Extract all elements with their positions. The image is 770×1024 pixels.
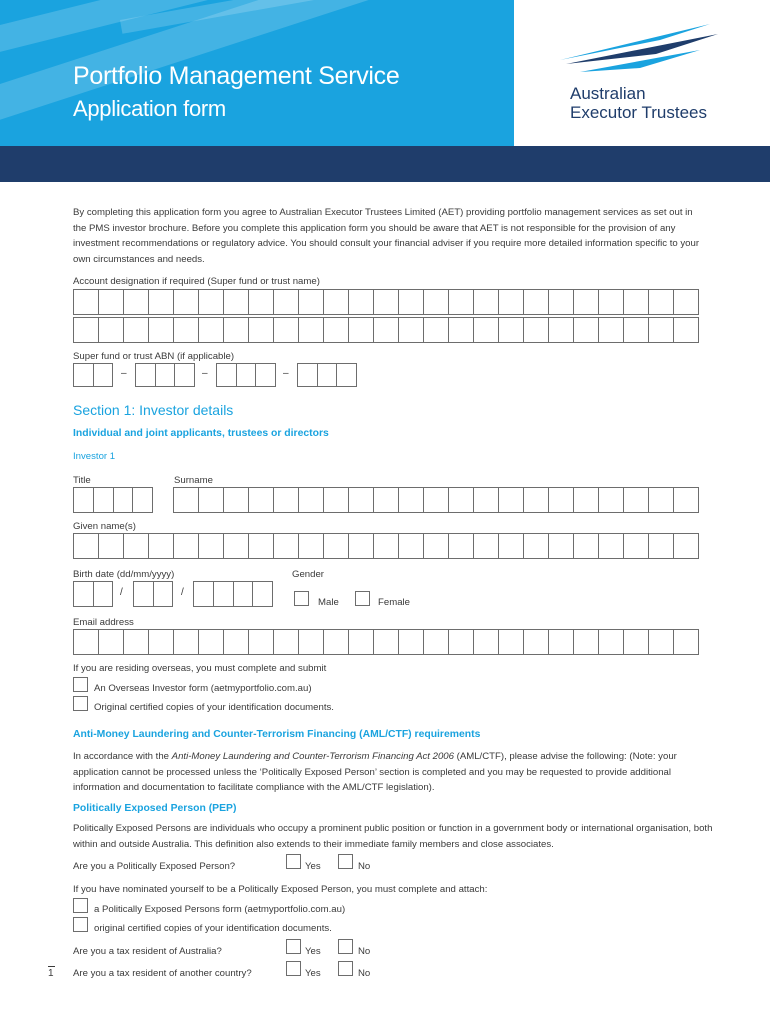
character-box[interactable] (336, 363, 357, 387)
abn-separator: – (202, 368, 208, 379)
character-box[interactable] (223, 487, 248, 513)
character-box[interactable] (448, 289, 473, 315)
character-box[interactable] (273, 629, 298, 655)
character-box[interactable] (248, 487, 273, 513)
character-box[interactable] (223, 533, 248, 559)
character-box[interactable] (132, 487, 153, 513)
overseas-intro: If you are residing overseas, you must complete and submit (73, 663, 327, 674)
character-box[interactable] (548, 289, 573, 315)
overseas-id-label: Original certified copies of your identification documents. (94, 702, 334, 713)
character-box[interactable] (236, 363, 256, 387)
character-box[interactable] (373, 533, 398, 559)
tax-other-yes-checkbox[interactable] (286, 961, 301, 976)
character-box[interactable] (448, 533, 473, 559)
character-box[interactable] (448, 487, 473, 513)
character-box[interactable] (523, 289, 548, 315)
given-names-label: Given name(s) (73, 521, 136, 532)
logo-text: Executor Trustees (570, 103, 708, 122)
character-box[interactable] (548, 533, 573, 559)
character-box[interactable] (573, 487, 598, 513)
character-box[interactable] (673, 289, 699, 315)
character-box[interactable] (423, 533, 448, 559)
character-box[interactable] (123, 629, 148, 655)
character-box[interactable] (148, 317, 173, 343)
character-box[interactable] (98, 533, 123, 559)
character-box[interactable] (423, 487, 448, 513)
character-box[interactable] (648, 317, 673, 343)
surname-input[interactable] (173, 487, 699, 513)
gender-label: Gender (292, 569, 324, 580)
character-box[interactable] (153, 581, 174, 607)
character-box[interactable] (93, 363, 114, 387)
character-box[interactable] (623, 289, 648, 315)
tax-au-no-checkbox[interactable] (338, 939, 353, 954)
character-box[interactable] (373, 317, 398, 343)
intro-text: By completing this application form you agree to Australian Executor Trustees Limited (AET) providing portfolio management services as set out in the PMS investor brochure. Before you complete this application form you should be aware that AET is not responsible for the provision of any investment recommendations or regulatory advice. You should consult your financial adviser if you require more detailed information specific to your own circumstances and needs. (73, 207, 700, 265)
character-box[interactable] (73, 487, 93, 513)
title-label: Title (73, 475, 91, 486)
no-label: No (358, 968, 371, 979)
character-box[interactable] (473, 629, 498, 655)
character-box[interactable] (648, 487, 673, 513)
character-box[interactable] (148, 289, 173, 315)
character-box[interactable] (523, 533, 548, 559)
character-box[interactable] (233, 581, 253, 607)
section-subheading: Individual and joint applicants, trustees or directors (73, 428, 329, 439)
character-box[interactable] (348, 533, 373, 559)
aml-heading: Anti-Money Laundering and Counter-Terrorism Financing (AML/CTF) requirements (73, 729, 481, 740)
overseas-form-checkbox[interactable] (73, 677, 88, 692)
character-box[interactable] (448, 317, 473, 343)
character-box[interactable] (193, 581, 213, 607)
character-box[interactable] (598, 289, 623, 315)
pep-paragraph: Politically Exposed Persons are individuals who occupy a prominent public position or function in a government body or international organisation, both within and outside Australia. This definition also extends to their immediate family members and close associates. (73, 823, 713, 850)
character-box[interactable] (248, 317, 273, 343)
character-box[interactable] (623, 629, 648, 655)
character-box[interactable] (148, 533, 173, 559)
logo (514, 0, 770, 146)
character-box[interactable] (173, 629, 198, 655)
character-box[interactable] (673, 629, 699, 655)
birth-year-input[interactable] (193, 581, 273, 607)
character-box[interactable] (673, 317, 699, 343)
character-box[interactable] (155, 363, 175, 387)
character-box[interactable] (73, 581, 93, 607)
character-box[interactable] (323, 629, 348, 655)
character-box[interactable] (317, 363, 337, 387)
abn-input[interactable] (297, 363, 357, 387)
character-box[interactable] (174, 363, 195, 387)
pep-heading: Politically Exposed Person (PEP) (73, 803, 237, 814)
character-box[interactable] (113, 487, 133, 513)
character-box[interactable] (248, 533, 273, 559)
character-box[interactable] (498, 317, 523, 343)
tax-other-no-checkbox[interactable] (338, 961, 353, 976)
tax-au-yes-checkbox[interactable] (286, 939, 301, 954)
character-box[interactable] (298, 533, 323, 559)
character-box[interactable] (98, 289, 123, 315)
character-box[interactable] (98, 317, 123, 343)
page-title: Portfolio Management Service (73, 62, 400, 90)
character-box[interactable] (498, 289, 523, 315)
character-box[interactable] (273, 317, 298, 343)
character-box[interactable] (573, 289, 598, 315)
character-box[interactable] (93, 581, 114, 607)
pep-no-checkbox[interactable] (338, 854, 353, 869)
page-subtitle: Application form (73, 96, 226, 121)
character-box[interactable] (598, 533, 623, 559)
character-box[interactable] (123, 317, 148, 343)
character-box[interactable] (423, 289, 448, 315)
character-box[interactable] (73, 289, 98, 315)
character-box[interactable] (173, 533, 198, 559)
character-box[interactable] (298, 487, 323, 513)
abn-input[interactable] (135, 363, 195, 387)
character-box[interactable] (548, 317, 573, 343)
character-box[interactable] (573, 317, 598, 343)
character-box[interactable] (323, 317, 348, 343)
character-box[interactable] (623, 533, 648, 559)
character-box[interactable] (523, 629, 548, 655)
character-box[interactable] (223, 317, 248, 343)
page-number: 1 (48, 968, 54, 979)
male-label: Male (318, 597, 339, 608)
yes-label: Yes (305, 946, 321, 957)
aml-paragraph: In accordance with the Anti-Money Laundering and Counter-Terrorism Financing Act 2006 (AML/CTF), please advise the following: (Note: your application cannot be processed unless the ‘Politically Exposed Person’ section is completed and you may be requested to provide additional information and documentation to facilitate compliance with the AML/CTF legislation). (73, 751, 677, 794)
character-box[interactable] (648, 629, 673, 655)
character-box[interactable] (216, 363, 236, 387)
abn-input[interactable] (73, 363, 113, 387)
character-box[interactable] (473, 533, 498, 559)
character-box[interactable] (498, 533, 523, 559)
tax-resident-other-question: Are you a tax resident of another country? (73, 968, 252, 979)
email-input[interactable] (73, 629, 699, 655)
character-box[interactable] (273, 533, 298, 559)
character-box[interactable] (173, 317, 198, 343)
character-box[interactable] (348, 317, 373, 343)
logo-text: Australian (570, 84, 646, 103)
character-box[interactable] (648, 533, 673, 559)
character-box[interactable] (73, 533, 98, 559)
character-box[interactable] (198, 487, 223, 513)
title-input[interactable] (73, 487, 153, 513)
character-box[interactable] (498, 487, 523, 513)
character-box[interactable] (133, 581, 153, 607)
character-box[interactable] (123, 533, 148, 559)
aet-logo-icon (560, 20, 720, 80)
birth-month-input[interactable] (133, 581, 173, 607)
pep-yes-checkbox[interactable] (286, 854, 301, 869)
account-designation-input[interactable] (73, 317, 699, 343)
character-box[interactable] (473, 289, 498, 315)
character-box[interactable] (323, 487, 348, 513)
surname-label: Surname (174, 475, 213, 486)
character-box[interactable] (473, 317, 498, 343)
female-checkbox[interactable] (355, 591, 370, 606)
character-box[interactable] (173, 289, 198, 315)
character-box[interactable] (213, 581, 233, 607)
character-box[interactable] (373, 629, 398, 655)
character-box[interactable] (473, 487, 498, 513)
character-box[interactable] (298, 317, 323, 343)
character-box[interactable] (223, 629, 248, 655)
character-box[interactable] (252, 581, 273, 607)
header-bar (0, 146, 770, 182)
page-number-rule (48, 966, 55, 967)
no-label: No (358, 861, 371, 872)
character-box[interactable] (398, 533, 423, 559)
character-box[interactable] (198, 317, 223, 343)
character-box[interactable] (198, 533, 223, 559)
character-box[interactable] (98, 629, 123, 655)
character-box[interactable] (297, 363, 317, 387)
abn-separator: – (121, 368, 127, 379)
pep-form-checkbox[interactable] (73, 898, 88, 913)
character-box[interactable] (398, 317, 423, 343)
character-box[interactable] (248, 289, 273, 315)
character-box[interactable] (198, 629, 223, 655)
pep-id-checkbox[interactable] (73, 917, 88, 932)
header-banner (0, 0, 514, 146)
character-box[interactable] (173, 487, 198, 513)
character-box[interactable] (673, 487, 699, 513)
character-box[interactable] (673, 533, 699, 559)
character-box[interactable] (373, 289, 398, 315)
character-box[interactable] (348, 289, 373, 315)
birth-date-label: Birth date (dd/mm/yyyy) (73, 569, 175, 580)
character-box[interactable] (123, 289, 148, 315)
character-box[interactable] (448, 629, 473, 655)
character-box[interactable] (198, 289, 223, 315)
character-box[interactable] (648, 289, 673, 315)
character-box[interactable] (598, 629, 623, 655)
character-box[interactable] (323, 533, 348, 559)
character-box[interactable] (223, 289, 248, 315)
character-box[interactable] (373, 487, 398, 513)
character-box[interactable] (73, 317, 98, 343)
birth-day-input[interactable] (73, 581, 113, 607)
abn-label: Super fund or trust ABN (if applicable) (73, 351, 235, 362)
character-box[interactable] (398, 629, 423, 655)
pep-question: Are you a Politically Exposed Person? (73, 861, 236, 872)
character-box[interactable] (523, 317, 548, 343)
no-label: No (358, 946, 371, 957)
character-box[interactable] (148, 629, 173, 655)
character-box[interactable] (323, 289, 348, 315)
pep-id-label: original certified copies of your identification documents. (94, 923, 332, 934)
overseas-id-checkbox[interactable] (73, 696, 88, 711)
character-box[interactable] (348, 629, 373, 655)
character-box[interactable] (573, 533, 598, 559)
character-box[interactable] (398, 487, 423, 513)
character-box[interactable] (598, 317, 623, 343)
character-box[interactable] (548, 487, 573, 513)
character-box[interactable] (135, 363, 155, 387)
character-box[interactable] (73, 363, 93, 387)
character-box[interactable] (248, 629, 273, 655)
character-box[interactable] (298, 629, 323, 655)
date-separator: / (181, 587, 184, 598)
character-box[interactable] (423, 317, 448, 343)
account-designation-label: Account designation if required (Super fund or trust name) (73, 276, 320, 287)
character-box[interactable] (623, 487, 648, 513)
character-box[interactable] (273, 487, 298, 513)
given-names-input[interactable] (73, 533, 699, 559)
investor-label: Investor 1 (73, 451, 116, 462)
email-label: Email address (73, 617, 134, 628)
female-label: Female (378, 597, 410, 608)
character-box[interactable] (398, 289, 423, 315)
abn-separator: – (283, 368, 289, 379)
character-box[interactable] (623, 317, 648, 343)
account-designation-input[interactable] (73, 289, 699, 315)
character-box[interactable] (73, 629, 98, 655)
pep-nominated-text: If you have nominated yourself to be a Politically Exposed Person, you must complete and attach: (73, 884, 488, 895)
male-checkbox[interactable] (294, 591, 309, 606)
pep-form-label: a Politically Exposed Persons form (aetmyportfolio.com.au) (94, 904, 346, 915)
character-box[interactable] (93, 487, 113, 513)
character-box[interactable] (348, 487, 373, 513)
character-box[interactable] (255, 363, 276, 387)
character-box[interactable] (273, 289, 298, 315)
character-box[interactable] (548, 629, 573, 655)
abn-input[interactable] (216, 363, 276, 387)
character-box[interactable] (523, 487, 548, 513)
date-separator: / (120, 587, 123, 598)
yes-label: Yes (305, 968, 321, 979)
character-box[interactable] (598, 487, 623, 513)
character-box[interactable] (298, 289, 323, 315)
section-title: Section 1: Investor details (73, 402, 234, 418)
character-box[interactable] (423, 629, 448, 655)
character-box[interactable] (498, 629, 523, 655)
tax-resident-au-question: Are you a tax resident of Australia? (73, 946, 222, 957)
overseas-form-label: An Overseas Investor form (aetmyportfolio.com.au) (94, 683, 312, 694)
character-box[interactable] (573, 629, 598, 655)
yes-label: Yes (305, 861, 321, 872)
